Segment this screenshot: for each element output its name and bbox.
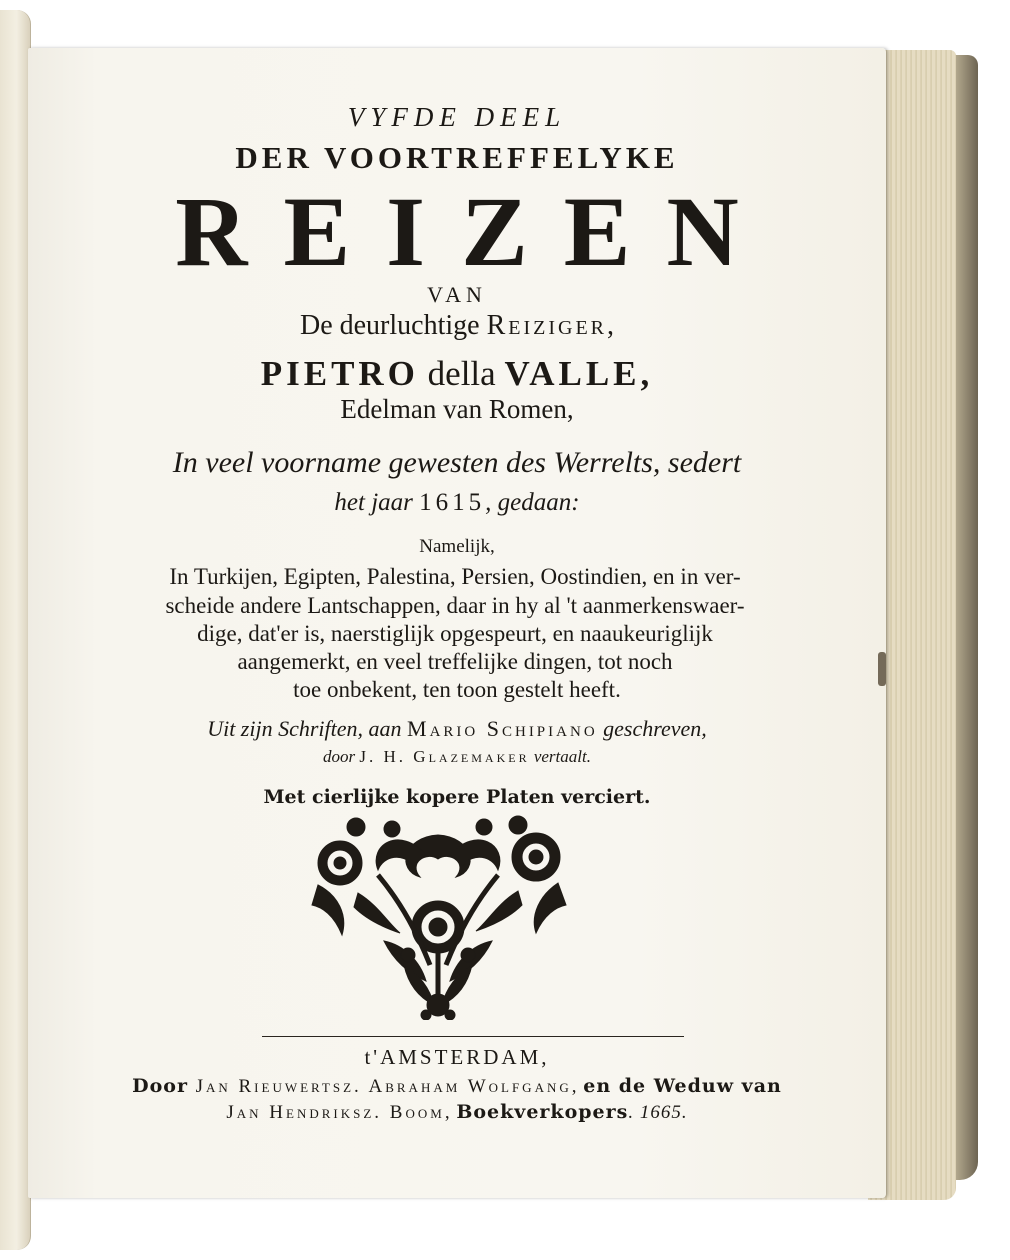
- volume-heading: VYFDE DEEL: [347, 102, 567, 132]
- author-comma: ,: [640, 354, 654, 393]
- imprint-printers: Jan Rieuwertsz. Abraham Wolfgang: [195, 1076, 572, 1097]
- author-line: [28, 356, 886, 391]
- source-start: Uit zijn Schriften, aan: [207, 716, 408, 741]
- travels-line-2-start: het jaar: [334, 489, 420, 516]
- author-first-name: PIETRO: [260, 354, 419, 393]
- subtitle: DER VOORTREFFELYKE: [235, 140, 679, 175]
- description-line-2: scheide andere Lantschappen, daar in hy al 't aanmerkenswaer-: [165, 593, 745, 618]
- traveller-suffix: ,: [607, 310, 615, 341]
- imprint-booksellers: Boekverkopers: [456, 1101, 629, 1123]
- main-title: REIZEN: [175, 176, 775, 287]
- description-line-4: aangemerkt, en veel treffelijke dingen, tot noch: [237, 649, 673, 674]
- imprint-comma-1: ,: [571, 1076, 584, 1097]
- translator-start: door: [323, 747, 360, 766]
- author-title: Edelman van Romen,: [340, 394, 574, 424]
- traveller-prefix: De deurluchtige: [299, 310, 487, 341]
- imprint-year: . 1665.: [628, 1102, 688, 1123]
- left-page-edge: [0, 10, 31, 1250]
- translator-name: J. H. Glazemaker: [359, 747, 530, 766]
- source-line: [28, 718, 886, 740]
- traveller-word: Reiziger: [486, 310, 608, 341]
- imprint-line-2: [28, 1103, 886, 1122]
- namelijk-line: Namelijk,: [419, 536, 495, 557]
- author-last-name: VALLE: [504, 354, 641, 393]
- translator-end: vertaalt.: [529, 747, 591, 766]
- author-particle: della: [418, 354, 505, 393]
- imprint-boom: Jan Hendriksz. Boom: [226, 1102, 445, 1123]
- source-end: geschreven,: [597, 716, 707, 741]
- travels-line-1: In veel voorname gewesten des Werrelts, sedert: [172, 446, 742, 479]
- imprint-comma-2: ,: [444, 1102, 457, 1123]
- floral-vignette-icon: [308, 815, 568, 1020]
- travels-line-2-end: , gedaan:: [485, 489, 580, 516]
- traveller-line: [28, 312, 886, 340]
- imprint-rule: [262, 1036, 684, 1037]
- description-line-3: dige, dat'er is, naerstiglijk opgespeurt, en naaukeuriglijk: [197, 621, 713, 646]
- travels-year: 1615: [419, 489, 486, 516]
- travels-line-2: [28, 490, 886, 515]
- plates-line: Met cierlijke kopere Platen verciert.: [263, 786, 651, 808]
- imprint-place: t'AMSTERDAM,: [364, 1045, 550, 1069]
- van-line: VAN: [427, 282, 487, 307]
- imprint-door: Door: [132, 1075, 196, 1097]
- description-line-5: toe onbekent, ten toon gestelt heeft.: [293, 677, 621, 702]
- translator-line: [28, 748, 886, 765]
- imprint-line-1: [28, 1077, 886, 1096]
- source-name: Mario Schipiano: [407, 716, 598, 741]
- imprint-widow: en de Weduw van: [583, 1075, 782, 1097]
- description-line-1: In Turkijen, Egipten, Palestina, Persien, Oostindien, en in ver-: [169, 564, 741, 589]
